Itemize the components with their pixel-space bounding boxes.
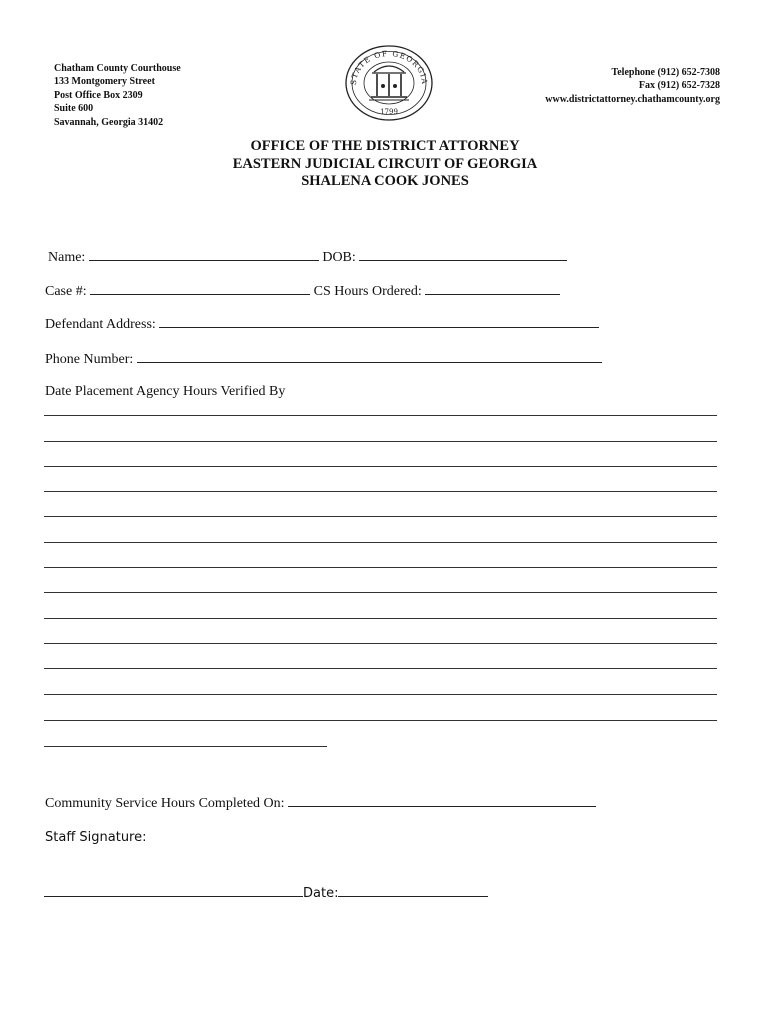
table-header: Date Placement Agency Hours Verified By [45,384,286,399]
staff-signature-line[interactable] [44,884,303,897]
entry-line[interactable] [44,542,717,543]
telephone: Telephone (912) 652-7308 [611,67,720,78]
dob-label: DOB: [322,250,356,265]
attorney-name: SHALENA COOK JONES [301,173,469,189]
cs-hours-label: CS Hours Ordered: [313,284,422,299]
courthouse-address [54,62,181,129]
entry-line[interactable] [44,441,717,442]
entry-line[interactable] [44,720,717,721]
office-title: OFFICE OF THE DISTRICT ATTORNEY [250,138,520,154]
address-line: Chatham County Courthouse [54,63,181,74]
circuit-title: EASTERN JUDICIAL CIRCUIT OF GEORGIA [232,155,538,172]
case-input-line[interactable] [90,282,310,295]
address-line: 133 Montgomery Street [54,76,155,88]
entry-line[interactable] [44,567,717,568]
name-label: Name: [48,250,86,265]
office-contact [545,66,720,106]
name-input-line[interactable] [89,248,319,261]
entry-line[interactable] [44,466,717,467]
phone-input-line[interactable] [137,350,602,363]
case-label: Case #: [45,284,87,299]
date-label: Date: [303,886,339,901]
name-field-row [48,248,567,266]
entry-line[interactable] [44,415,717,416]
website: www.districtattorney.chathamcounty.org [545,93,720,105]
address-line: Suite 600 [54,103,94,115]
entry-line[interactable] [44,491,717,492]
seal-year: 1799 [380,108,398,116]
entry-line[interactable] [44,668,717,669]
case-field-row [45,282,560,300]
staff-signature-label: Staff Signature: [45,830,147,845]
phone-label: Phone Number: [45,352,134,367]
phone-field-row [45,350,602,368]
entry-line[interactable] [44,694,717,695]
entry-line[interactable] [44,618,717,619]
state-seal-icon [344,44,434,122]
entry-line[interactable] [44,592,717,593]
entry-line[interactable] [44,516,717,517]
entry-line[interactable] [44,746,327,747]
address-field-row [45,315,599,333]
entry-line[interactable] [44,643,717,644]
dob-input-line[interactable] [359,248,567,261]
address-line: Post Office Box 2309 [54,89,143,101]
address-line: Savannah, Georgia 31402 [54,116,164,128]
office-title-block [0,138,770,191]
cs-hours-input-line[interactable] [425,282,560,295]
completed-on-input-line[interactable] [288,794,596,807]
signature-row [44,884,488,901]
completed-on-label: Community Service Hours Completed On: [45,796,285,811]
seal-top-text: STATE OF GEORGIA [348,48,430,86]
completed-on-row [45,794,596,812]
address-label: Defendant Address: [45,317,156,332]
address-input-line[interactable] [159,315,599,328]
date-input-line[interactable] [338,884,488,897]
fax: Fax (912) 652-7328 [638,80,720,92]
